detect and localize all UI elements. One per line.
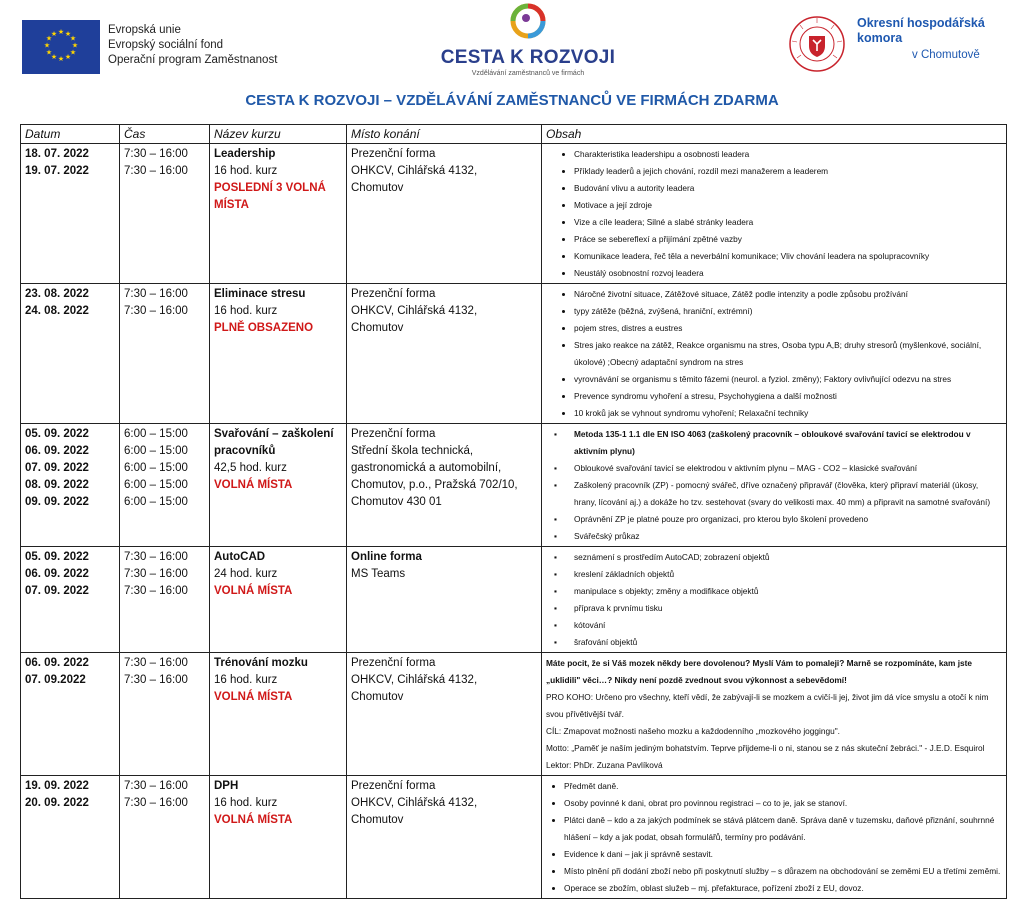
- time: 6:00 – 15:00: [124, 428, 188, 440]
- content-item: • vyrovnávání se organismu s těmito fázemi (neurol. a fyziol. změny); Faktory ovlivňující odezvu na stres: [574, 371, 1002, 388]
- place-cell: [347, 547, 542, 653]
- content-item: ▪ Metoda 135-1 1.1 dle EN ISO 4063 (zaškolený pracovník – obloukové svařování tavicí se elektrodou v aktivním plynu): [554, 426, 1002, 460]
- content-cell: [542, 284, 1007, 424]
- place-line: OHKCV, Cihlářská 4132,: [351, 797, 478, 809]
- time-cell: [120, 424, 210, 547]
- content-item: • Plátci daně – kdo a za jakých podmínek se stává plátcem daně. Správa daně v tuzemsku, daňové přiznání, souhrnné hlášení – kdy a jak podat, obsah formulářů, termíny pro podávání.: [564, 812, 1002, 846]
- content-list: [546, 778, 1002, 897]
- date: 06. 09. 2022: [25, 445, 89, 457]
- table-row: [21, 776, 1007, 899]
- time: 6:00 – 15:00: [124, 445, 188, 457]
- eu-line: Operační program Zaměstnanost: [108, 54, 278, 66]
- availability-status: VOLNÁ MÍSTA: [214, 691, 293, 703]
- svg-text:★: ★: [69, 48, 77, 57]
- place-line: Prezenční forma: [351, 288, 436, 300]
- content-item: ▪ Svářečský průkaz: [554, 528, 1002, 545]
- place-cell: [347, 144, 542, 284]
- table-row: [21, 547, 1007, 653]
- date: 24. 08. 2022: [25, 305, 89, 317]
- place-line: Chomutov: [351, 182, 404, 194]
- place-line: Prezenční forma: [351, 780, 436, 792]
- okh-line: Okresní hospodářská: [857, 16, 985, 30]
- date: 23. 08. 2022: [25, 288, 89, 300]
- column-header: Čas: [120, 125, 210, 144]
- place-line: Prezenční forma: [351, 657, 436, 669]
- time: 7:30 – 16:00: [124, 551, 188, 563]
- date: 07. 09. 2022: [25, 462, 89, 474]
- time: 6:00 – 15:00: [124, 462, 188, 474]
- time: 6:00 – 15:00: [124, 496, 188, 508]
- okh-line: v Chomutově: [912, 49, 980, 61]
- place-line: OHKCV, Cihlářská 4132,: [351, 305, 478, 317]
- eu-line: Evropská unie: [108, 24, 181, 36]
- date: 06. 09. 2022: [25, 568, 89, 580]
- content-item: ▪ seznámení s prostředím AutoCAD; zobrazení objektů: [554, 549, 1002, 566]
- availability-status: VOLNÁ MÍSTA: [214, 814, 293, 826]
- time: 7:30 – 16:00: [124, 674, 188, 686]
- svg-text:★: ★: [57, 55, 65, 63]
- date: 07. 09. 2022: [25, 585, 89, 597]
- date: 05. 09. 2022: [25, 551, 89, 563]
- date: 06. 09. 2022: [25, 657, 89, 669]
- content-item: • Motivace a její zdroje: [574, 197, 1002, 214]
- table-row: [21, 424, 1007, 547]
- course-schedule-table: [20, 124, 1007, 899]
- content-line: CÍL: Zmapovat možnosti našeho mozku a každodenního „mozkového joggingu".: [546, 726, 840, 736]
- svg-text:★: ★: [64, 53, 72, 62]
- eu-line: Evropský sociální fond: [108, 39, 224, 51]
- content-list: [546, 286, 1002, 422]
- chamber-seal-icon: [787, 14, 847, 74]
- cesta-subtitle: Vzdělávání zaměstnanců ve firmách: [471, 70, 585, 77]
- content-item: • Stres jako reakce na zátěž, Reakce organismu na stres, Osoba typu A,B; druhy stresorů (myšlenkové, sociální, úkolové) ;Obecný adaptační syndrom na stres: [574, 337, 1002, 371]
- content-cell: [542, 424, 1007, 547]
- availability-status: VOLNÁ MÍSTA: [214, 585, 293, 597]
- content-list: [546, 146, 1002, 282]
- place-cell: [347, 424, 542, 547]
- svg-text:★: ★: [45, 48, 53, 57]
- content-list: [546, 426, 1002, 545]
- svg-text:★: ★: [57, 28, 65, 36]
- time: 7:30 – 16:00: [124, 797, 188, 809]
- svg-text:★: ★: [69, 34, 77, 43]
- column-header: Místo konání: [347, 125, 542, 144]
- place-cell: [347, 653, 542, 776]
- content-item: ▪ kreslení základních objektů: [554, 566, 1002, 583]
- course-hours: 24 hod. kurz: [214, 568, 278, 580]
- eu-text: [108, 23, 277, 68]
- table-row: [21, 144, 1007, 284]
- content-cell: [542, 776, 1007, 899]
- course-cell: [210, 144, 347, 284]
- course-name: Eliminace stresu: [214, 288, 306, 300]
- place-line: Chomutov: [351, 691, 404, 703]
- content-line: PRO KOHO: Určeno pro všechny, kteří vědí, že zabývají-li se mozkem a cvičí-li jej, život jim dá více smyslu a otočí k nim svou přívětivější tvář.: [546, 692, 989, 719]
- date: 09. 09. 2022: [25, 496, 89, 508]
- time: 6:00 – 15:00: [124, 479, 188, 491]
- content-item: • Budování vlivu a autority leadera: [574, 180, 1002, 197]
- time: 7:30 – 16:00: [124, 305, 188, 317]
- column-header: Název kurzu: [210, 125, 347, 144]
- course-cell: [210, 653, 347, 776]
- course-name: Trénování mozku: [214, 657, 308, 669]
- time: 7:30 – 16:00: [124, 585, 188, 597]
- availability-status: POSLEDNÍ 3 VOLNÁ MÍSTA: [214, 182, 326, 211]
- content-item: • typy zátěže (běžná, zvýšená, hraniční, extrémní): [574, 303, 1002, 320]
- content-line: Lektor: PhDr. Zuzana Pavlíková: [546, 760, 663, 770]
- date-cell: [21, 776, 120, 899]
- page-title: CESTA K ROZVOJI – VZDĚLÁVÁNÍ ZAMĚSTNANCŮ VE FIRMÁCH ZDARMA: [245, 92, 779, 109]
- svg-text:★: ★: [50, 53, 58, 62]
- content-item: ▪ Oprávnění ZP je platné pouze pro organizaci, pro kterou bylo školení provedeno: [554, 511, 1002, 528]
- time: 7:30 – 16:00: [124, 288, 188, 300]
- availability-status: PLNĚ OBSAZENO: [214, 322, 314, 334]
- content-cell: [542, 653, 1007, 776]
- cesta-logo-icon: [505, 2, 551, 40]
- time-cell: [120, 547, 210, 653]
- content-item: • Operace se zbožím, oblast služeb – mj. přefakturace, pořízení zboží z EU, dovoz.: [564, 880, 1002, 897]
- okh-text: [857, 16, 985, 63]
- availability-status: VOLNÁ MÍSTA: [214, 479, 293, 491]
- course-cell: [210, 776, 347, 899]
- date-cell: [21, 547, 120, 653]
- table-row: [21, 653, 1007, 776]
- content-item: • 10 kroků jak se vyhnout syndromu vyhoření; Relaxační techniky: [574, 405, 1002, 422]
- time: 7:30 – 16:00: [124, 165, 188, 177]
- date: 08. 09. 2022: [25, 479, 89, 491]
- place-line: MS Teams: [351, 568, 406, 580]
- date: 18. 07. 2022: [25, 148, 89, 160]
- content-item: • Neustálý osobnostní rozvoj leadera: [574, 265, 1002, 282]
- content-item: • Práce se sebereflexí a přijímání zpětné vazby: [574, 231, 1002, 248]
- eu-flag-icon: [22, 20, 100, 74]
- course-hours: 16 hod. kurz: [214, 165, 278, 177]
- table-row: [21, 284, 1007, 424]
- course-cell: [210, 424, 347, 547]
- table-header-row: [21, 125, 1007, 144]
- date: 20. 09. 2022: [25, 797, 89, 809]
- place-line: OHKCV, Cihlářská 4132,: [351, 165, 478, 177]
- svg-text:★: ★: [64, 29, 72, 38]
- column-header: Obsah: [542, 125, 1007, 144]
- place-cell: [347, 284, 542, 424]
- course-cell: [210, 547, 347, 653]
- content-item: • Osoby povinné k dani, obrat pro povinnou registraci – co to je, jak se stanoví.: [564, 795, 1002, 812]
- time-cell: [120, 144, 210, 284]
- okh-logo-block: [787, 14, 985, 79]
- svg-text:★: ★: [45, 34, 53, 43]
- content-item: ▪ kótování: [554, 617, 1002, 634]
- course-name: DPH: [214, 780, 239, 792]
- svg-text:★: ★: [71, 41, 79, 50]
- course-name: Svařování – zaškolení pracovníků: [214, 428, 334, 457]
- place-line: Střední škola technická, gastronomická a automobilní, Chomutov, p.o., Pražská 702/10, Chomutov 430 01: [351, 445, 518, 508]
- date-cell: [21, 653, 120, 776]
- time: 7:30 – 16:00: [124, 780, 188, 792]
- date-cell: [21, 144, 120, 284]
- okh-line: komora: [857, 31, 903, 45]
- time-cell: [120, 653, 210, 776]
- content-item: • pojem stres, distres a eustres: [574, 320, 1002, 337]
- content-item: • Evidence k dani – jak ji správně sestavit.: [564, 846, 1002, 863]
- place-line: Prezenční forma: [351, 428, 436, 440]
- svg-text:★: ★: [50, 29, 58, 38]
- content-item: ▪ Obloukové svařování tavicí se elektrodou v aktivním plynu – MAG - CO2 – klasické svařování: [554, 460, 1002, 477]
- course-hours: 16 hod. kurz: [214, 674, 278, 686]
- content-item: • Náročné životní situace, Zátěžové situace, Zátěž podle intenzity a podle způsobu prožívání: [574, 286, 1002, 303]
- content-item: • Příklady leaderů a jejich chování, rozdíl mezi manažerem a leaderem: [574, 163, 1002, 180]
- content-list: [546, 549, 1002, 651]
- date: 19. 07. 2022: [25, 165, 89, 177]
- date: 07. 09.2022: [25, 674, 86, 686]
- course-hours: 42,5 hod. kurz: [214, 462, 287, 474]
- content-cell: [542, 144, 1007, 284]
- place-line: Prezenční forma: [351, 148, 436, 160]
- time: 7:30 – 16:00: [124, 657, 188, 669]
- course-name: AutoCAD: [214, 551, 266, 563]
- time-cell: [120, 776, 210, 899]
- content-line: Motto: „Paměť je naším jediným bohatstvím. Teprve přijdeme-li o ni, stanou se z nás skuteční žebráci." - J.E.D. Esquirol: [546, 743, 985, 753]
- content-item: • Vize a cíle leadera; Silné a slabé stránky leadera: [574, 214, 1002, 231]
- course-name: Leadership: [214, 148, 276, 160]
- date-cell: [21, 424, 120, 547]
- course-hours: 16 hod. kurz: [214, 305, 278, 317]
- date-cell: [21, 284, 120, 424]
- place-line: OHKCV, Cihlářská 4132,: [351, 674, 478, 686]
- cesta-logo-block: [438, 2, 618, 77]
- svg-text:★: ★: [43, 41, 51, 50]
- content-item: • Místo plnění při dodání zboží nebo při poskytnutí služby – s důrazem na obchodování se zeměmi EU a třetími zeměmi.: [564, 863, 1002, 880]
- place-line: Chomutov: [351, 322, 404, 334]
- content-intro: Máte pocit, že si Váš mozek někdy bere dovolenou? Myslí Vám to pomaleji? Marně se rozpomínáte, kam jste „uklidili" věci…? Nikdy není pozdě zvednout svou výkonnost a sebevědomí!: [546, 658, 973, 685]
- date: 19. 09. 2022: [25, 780, 89, 792]
- content-item: • Předmět daně.: [564, 778, 1002, 795]
- place-line: Chomutov: [351, 814, 404, 826]
- place-line: Online forma: [351, 551, 422, 563]
- course-hours: 16 hod. kurz: [214, 797, 278, 809]
- content-item: ▪ Zaškolený pracovník (ZP) - pomocný svářeč, dříve označený připravář (člověka, který připraví materiál (úkosy, hrany, lícování aj.) a dokáže ho tzv. sestehovat (svary do velikosti max. 40 mm) a připravit na samotné svařování): [554, 477, 1002, 511]
- course-cell: [210, 284, 347, 424]
- date: 05. 09. 2022: [25, 428, 89, 440]
- content-cell: [542, 547, 1007, 653]
- content-item: ▪ šrafování objektů: [554, 634, 1002, 651]
- content-item: ▪ příprava k prvnímu tisku: [554, 600, 1002, 617]
- place-cell: [347, 776, 542, 899]
- content-item: • Komunikace leadera, řeč těla a neverbální komunikace; Vliv chování leadera na spolupracovníky: [574, 248, 1002, 265]
- time: 7:30 – 16:00: [124, 148, 188, 160]
- time-cell: [120, 284, 210, 424]
- time: 7:30 – 16:00: [124, 568, 188, 580]
- content-item: ▪ manipulace s objekty; změny a modifikace objektů: [554, 583, 1002, 600]
- page-header: [0, 0, 1024, 92]
- content-item: • Charakteristika leadershipu a osobnosti leadera: [574, 146, 1002, 163]
- column-header: Datum: [21, 125, 120, 144]
- content-item: • Prevence syndromu vyhoření a stresu, Psychohygiena a další možnosti: [574, 388, 1002, 405]
- cesta-title: CESTA K ROZVOJI: [440, 47, 616, 68]
